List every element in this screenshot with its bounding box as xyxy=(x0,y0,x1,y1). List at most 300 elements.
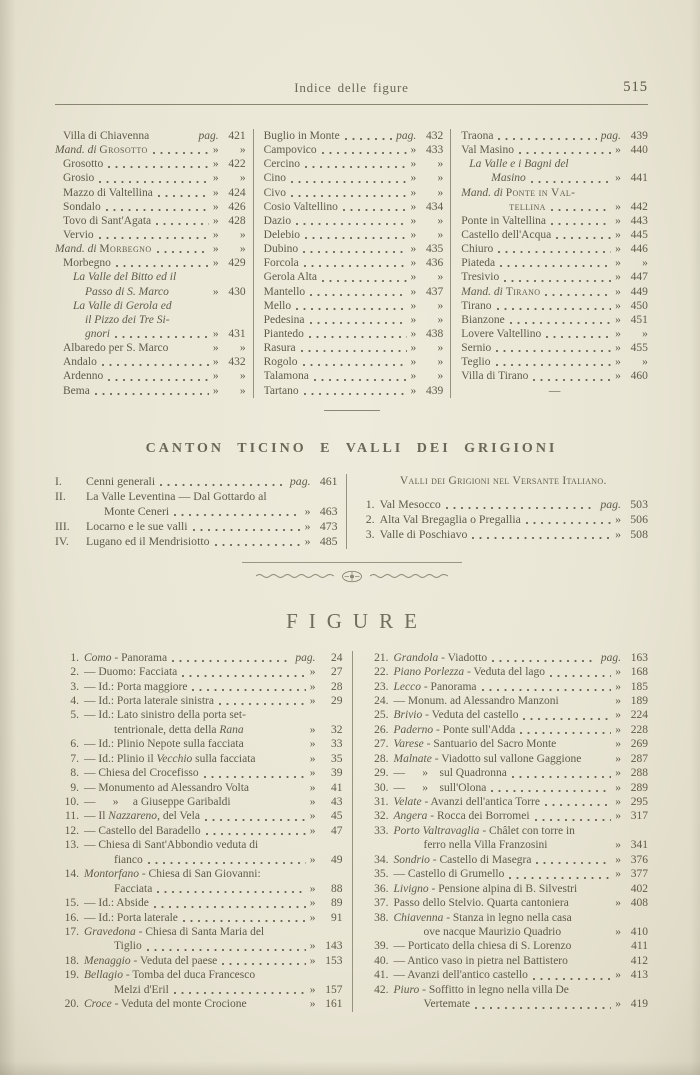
entry-text: Brivio - Veduta del castello xyxy=(393,709,519,722)
leader-dots xyxy=(550,675,611,677)
page-ref: 437 xyxy=(426,285,444,298)
page-ref: » xyxy=(239,144,246,157)
page-ref: 449 xyxy=(630,285,648,298)
page-ref: 445 xyxy=(630,228,648,241)
entry-number: 29. xyxy=(374,767,389,780)
leader-dots xyxy=(510,322,611,324)
entry-number: 8. xyxy=(70,767,79,780)
figure-entry xyxy=(55,665,343,679)
page-ref: » xyxy=(642,356,648,369)
ref-mark: » xyxy=(304,503,311,518)
leader-dots xyxy=(498,138,596,140)
page-ref: » xyxy=(437,342,444,355)
entry-text: La Valle e i Bagni del xyxy=(469,158,569,171)
entry-number: 14. xyxy=(64,868,79,881)
entry-text: Piuro - Soffitto in legno nella villa De xyxy=(393,983,569,996)
leader-dots xyxy=(205,819,306,821)
page-ref: 436 xyxy=(426,257,444,270)
entry-number: 13. xyxy=(64,839,79,852)
page-ref: 32 xyxy=(331,723,343,736)
leader-dots xyxy=(551,209,611,211)
ref-mark: » xyxy=(212,172,219,185)
page-ref: 433 xyxy=(426,144,444,157)
ticino-chapters-column xyxy=(55,474,346,549)
page-ref: » xyxy=(437,214,444,227)
leader-dots xyxy=(102,364,209,366)
entry-number: 25. xyxy=(374,709,389,722)
entry-text: Lecco - Panorama xyxy=(393,680,477,693)
figure-entry xyxy=(55,795,343,809)
ref-mark: » xyxy=(615,752,621,765)
ref-mark: » xyxy=(615,243,621,256)
figures-column-left xyxy=(55,651,352,1012)
page-ref: » xyxy=(437,158,444,171)
ref-mark: » xyxy=(410,299,417,312)
entry-text: Malnate - Viadotto sul vallone Gaggione xyxy=(393,752,582,765)
figure-entry xyxy=(365,680,649,694)
ref-mark: » xyxy=(615,680,621,693)
page-ref: 432 xyxy=(228,356,246,369)
page-ref: 49 xyxy=(331,853,343,866)
leader-dots xyxy=(531,181,611,183)
page-ref: 288 xyxy=(630,767,648,780)
index-entry xyxy=(461,200,648,214)
index-entry xyxy=(55,355,246,369)
index-entry xyxy=(264,200,444,214)
leader-dots xyxy=(160,484,286,486)
entry-text: Ponte in Valtellina xyxy=(461,214,547,227)
entry-text: — Chiesa di Sant'Abbondio veduta di xyxy=(84,839,259,852)
ref-mark: » xyxy=(309,882,316,895)
entry-text: Campovico xyxy=(263,144,317,157)
figure-entry xyxy=(365,694,649,708)
index-entry xyxy=(55,341,246,355)
ref-mark: » xyxy=(410,384,417,397)
ref-mark: » xyxy=(615,781,621,794)
entry-text: Sondalo xyxy=(63,200,101,213)
ref-mark: » xyxy=(615,172,621,185)
page-ref: » xyxy=(437,228,444,241)
ref-mark: » xyxy=(212,370,219,383)
index-entry xyxy=(461,171,648,185)
ref-mark: » xyxy=(615,925,621,938)
leader-dots xyxy=(291,195,407,197)
ref-mark: » xyxy=(615,214,621,227)
figure-entry xyxy=(365,911,649,925)
leader-dots xyxy=(446,507,597,509)
entry-number: 32. xyxy=(374,810,389,823)
page-ref: 341 xyxy=(630,839,648,852)
ref-mark: » xyxy=(615,709,621,722)
entry-text: tellina xyxy=(509,200,546,213)
page-ref: 446 xyxy=(630,243,648,256)
leader-dots xyxy=(95,393,209,395)
entry-number: III. xyxy=(55,518,70,533)
index-column-2 xyxy=(253,129,451,398)
leader-dots xyxy=(174,514,300,516)
page-ref: 429 xyxy=(228,257,246,270)
figure-entry xyxy=(365,665,649,679)
entry-text: Bianzone xyxy=(461,313,505,326)
ref-mark: » xyxy=(410,271,417,284)
leader-dots xyxy=(310,322,407,324)
divider-rule xyxy=(242,562,462,563)
entry-number: 21. xyxy=(374,651,389,664)
entry-number: 11. xyxy=(65,810,79,823)
page-ref: » xyxy=(437,299,444,312)
index-entry xyxy=(264,313,444,327)
figure-entry xyxy=(365,809,649,823)
entry-text: Montorfano - Chiesa di San Giovanni: xyxy=(84,868,261,881)
ref-mark: » xyxy=(309,911,316,924)
entry-number: 2. xyxy=(70,666,79,679)
ref-mark: » xyxy=(309,767,316,780)
ref-mark: » xyxy=(410,200,417,213)
entry-text: Gerola Alta xyxy=(263,271,317,284)
leader-dots xyxy=(204,776,306,778)
figure-entry xyxy=(55,651,343,665)
index-entry xyxy=(461,384,648,398)
entry-text: Andalo xyxy=(63,356,97,369)
page-ref: » xyxy=(437,313,444,326)
entry-text: Grandola - Viadotto xyxy=(393,651,488,664)
entry-text: — Castello del Baradello xyxy=(84,824,201,837)
valley-entry xyxy=(359,527,648,542)
entry-text: Mand. di Ponte in Val- xyxy=(461,186,576,199)
ref-mark: » xyxy=(212,285,219,298)
entry-text: Lugano ed il Mendrisiotto xyxy=(86,533,210,548)
index-entry xyxy=(55,313,246,327)
ref-mark: » xyxy=(309,752,316,765)
page-ref: 506 xyxy=(630,511,648,526)
page-ref: 447 xyxy=(630,271,648,284)
figure-entry xyxy=(365,795,649,809)
index-entry xyxy=(55,129,246,143)
ref-mark: » xyxy=(615,810,621,823)
entry-text: Paderno - Ponte sull'Adda xyxy=(393,723,516,736)
leader-dots xyxy=(546,336,611,338)
entry-text: Cosio Valtellino xyxy=(263,200,338,213)
index-entry xyxy=(461,157,648,171)
entry-text: Civo xyxy=(263,186,287,199)
leader-dots xyxy=(182,675,305,677)
ref-mark: » xyxy=(615,868,621,881)
entry-text: — » a Giuseppe Garibaldi xyxy=(84,796,231,809)
ref-mark: » xyxy=(615,767,621,780)
header-rule xyxy=(55,104,648,105)
index-entry xyxy=(461,228,648,242)
page-ref: » xyxy=(239,370,246,383)
index-entry xyxy=(55,369,246,383)
entry-text: Tresivio xyxy=(461,271,500,284)
leader-dots xyxy=(172,660,291,662)
entry-number: 12. xyxy=(64,824,79,837)
figure-entry xyxy=(365,853,649,867)
page-ref: 28 xyxy=(331,680,343,693)
page-ref: 411 xyxy=(631,940,648,953)
leader-dots xyxy=(303,364,407,366)
entry-text: Tovo di Sant'Agata xyxy=(63,214,152,227)
index-entry xyxy=(461,256,648,270)
leader-dots xyxy=(343,209,407,211)
page-ref: » xyxy=(239,342,246,355)
leader-dots xyxy=(526,522,611,524)
page-ref: 143 xyxy=(325,940,343,953)
entry-text: Val Masino xyxy=(461,144,514,157)
entry-number: 17. xyxy=(64,925,79,938)
subsection-heading: Valli dei Grigioni nel Versante Italiano. xyxy=(399,474,607,487)
leader-dots xyxy=(154,906,306,908)
ref-mark: » xyxy=(615,271,621,284)
entry-text: — Id.: Porta laterale sinistra xyxy=(84,694,214,707)
index-entry xyxy=(55,256,246,270)
entry-text: Cercino xyxy=(263,158,301,171)
leader-dots xyxy=(158,195,209,197)
entry-text: Forcola xyxy=(263,257,299,270)
chapter-entry xyxy=(55,534,338,549)
ref-mark: » xyxy=(309,824,316,837)
leader-dots xyxy=(504,280,611,282)
ref-mark: » xyxy=(212,384,219,397)
ref-mark: » xyxy=(212,327,219,340)
leader-dots xyxy=(116,265,209,267)
entry-text: Albaredo per S. Marco xyxy=(63,342,169,355)
entry-text: Chiuro xyxy=(461,243,494,256)
leader-dots xyxy=(551,223,611,225)
leader-dots xyxy=(108,379,209,381)
ref-mark: » xyxy=(615,694,621,707)
page-ref: 228 xyxy=(630,723,648,736)
index-entry xyxy=(264,143,444,157)
entry-text: — Monum. ad Alessandro Manzoni xyxy=(393,694,559,707)
page-ref: 460 xyxy=(630,370,648,383)
leader-dots xyxy=(309,336,407,338)
leader-dots xyxy=(519,152,611,154)
index-column-1 xyxy=(55,129,253,398)
page-ref: 224 xyxy=(630,709,648,722)
leader-dots xyxy=(472,537,611,539)
leader-dots xyxy=(108,166,209,168)
page-ref: 421 xyxy=(228,130,246,142)
index-entry xyxy=(264,171,444,185)
entry-text: — Id.: Plinio il Vecchio sulla facciata xyxy=(84,752,256,765)
index-entry xyxy=(55,327,246,341)
figure-entry xyxy=(365,983,649,997)
entry-text: Sernio xyxy=(461,342,492,355)
leader-dots xyxy=(345,138,392,140)
ref-mark: » xyxy=(410,186,417,199)
index-entry xyxy=(55,157,246,171)
leader-dots xyxy=(533,379,611,381)
page-ref: 408 xyxy=(630,897,648,910)
ref-mark: » xyxy=(615,969,621,982)
leader-dots xyxy=(496,364,612,366)
ref-mark: » xyxy=(615,257,621,270)
leader-dots xyxy=(500,265,611,267)
entry-text: Mand. di Morbegno xyxy=(55,243,152,256)
leader-dots xyxy=(304,393,407,395)
entry-text: Vertemate xyxy=(423,998,471,1011)
page-ref: 163 xyxy=(630,651,648,664)
entry-text: Monte Ceneri xyxy=(104,503,170,518)
entry-text: Varese - Santuario del Sacro Monte xyxy=(393,738,557,751)
entry-text: — Porticato della chiesa di S. Lorenzo xyxy=(393,940,572,953)
page-ref: » xyxy=(239,228,246,241)
page-ref: » xyxy=(437,370,444,383)
figure-entry xyxy=(55,867,343,881)
ref-mark: » xyxy=(615,796,621,809)
ref-mark: » xyxy=(212,158,219,171)
ref-mark: » xyxy=(212,214,219,227)
page-ref: » xyxy=(642,257,648,270)
page-ref: » xyxy=(239,172,246,185)
page-ref: 402 xyxy=(630,882,648,895)
entry-text: Teglio xyxy=(461,356,491,369)
leader-dots xyxy=(492,660,597,662)
entry-text: Tirano xyxy=(461,299,492,312)
entry-text: Locarno e le sue valli xyxy=(86,518,188,533)
leader-dots xyxy=(497,308,612,310)
page-ref: 287 xyxy=(630,752,648,765)
page-ref: 463 xyxy=(319,503,338,518)
leader-dots xyxy=(545,804,611,806)
entry-text: Tiglio xyxy=(114,940,142,953)
entry-text: Delebio xyxy=(263,228,301,241)
figure-entry xyxy=(55,882,343,896)
entry-text: Villa di Chiavenna xyxy=(63,130,150,142)
page-ref: 91 xyxy=(331,911,343,924)
leader-dots xyxy=(509,877,611,879)
entry-text: Rasura xyxy=(263,342,296,355)
page-ref: 39 xyxy=(331,767,343,780)
figure-entry xyxy=(55,838,343,852)
index-entry xyxy=(264,186,444,200)
page-ref: 424 xyxy=(228,186,246,199)
ticino-index xyxy=(55,474,648,549)
valley-entry xyxy=(359,512,648,527)
figure-entry xyxy=(55,939,343,953)
ref-mark: pag. xyxy=(396,130,417,142)
leader-dots xyxy=(296,223,406,225)
entry-text: Mello xyxy=(263,299,292,312)
leader-dots xyxy=(322,152,407,154)
entry-number: 20. xyxy=(64,998,79,1011)
entry-text: Angera - Rocca dei Borromei xyxy=(393,810,530,823)
ref-mark: » xyxy=(410,285,417,298)
entry-number: 6. xyxy=(70,738,79,751)
leader-dots xyxy=(523,718,611,720)
figure-entry xyxy=(365,838,649,852)
ref-mark: » xyxy=(309,666,316,679)
page-ref: » xyxy=(437,356,444,369)
ref-mark: pag. xyxy=(295,651,316,664)
entry-number: IV. xyxy=(55,533,69,548)
index-entry xyxy=(461,270,648,284)
leader-dots xyxy=(115,336,209,338)
leader-dots xyxy=(305,166,406,168)
ref-mark: » xyxy=(615,313,621,326)
entry-number: 24. xyxy=(374,694,389,707)
entry-text: Dazio xyxy=(263,214,292,227)
entry-number: 41. xyxy=(374,969,389,982)
entry-text: Cenni generali xyxy=(86,473,156,488)
ref-mark: » xyxy=(410,356,417,369)
entry-number: 22. xyxy=(374,666,389,679)
page-ref: 35 xyxy=(331,752,343,765)
figure-entry xyxy=(365,737,649,751)
ref-mark: » xyxy=(615,998,621,1011)
ref-mark: » xyxy=(410,172,417,185)
figure-entry xyxy=(365,968,649,982)
entry-number: I. xyxy=(55,473,62,488)
place-index xyxy=(55,129,648,398)
index-entry xyxy=(55,200,246,214)
figure-entry xyxy=(55,737,343,751)
ref-mark: » xyxy=(309,954,316,967)
entry-number: 10. xyxy=(64,796,79,809)
ref-mark: pag. xyxy=(289,473,311,488)
page-ref: 189 xyxy=(630,694,648,707)
leader-dots xyxy=(512,776,611,778)
entry-number: 36. xyxy=(374,882,389,895)
ref-mark: » xyxy=(212,200,219,213)
page-ref: 43 xyxy=(331,796,343,809)
ref-mark: » xyxy=(309,897,316,910)
entry-text: Grosio xyxy=(63,172,95,185)
leader-dots xyxy=(322,280,407,282)
figure-entry xyxy=(55,680,343,694)
ref-mark: » xyxy=(615,666,621,679)
chapter-entry xyxy=(55,474,338,489)
ref-mark: » xyxy=(304,518,311,533)
leader-dots xyxy=(222,963,305,965)
entry-text: Castello dell'Acqua xyxy=(461,228,552,241)
entry-text: Mand. di Tirano xyxy=(461,285,541,298)
index-entry xyxy=(461,186,648,200)
index-entry xyxy=(264,157,444,171)
index-column-3 xyxy=(450,129,648,398)
ref-mark: » xyxy=(304,533,311,548)
entry-number: 3. xyxy=(365,526,375,541)
figure-entry xyxy=(55,694,343,708)
page-ref: 438 xyxy=(426,327,444,340)
leader-dots xyxy=(520,732,611,734)
index-entry xyxy=(264,242,444,256)
page-ref: 422 xyxy=(228,158,246,171)
entry-number: 19. xyxy=(64,969,79,982)
ref-mark: » xyxy=(615,285,621,298)
ref-mark: » xyxy=(309,680,316,693)
entry-text: Morbegno xyxy=(63,257,111,270)
figure-entry xyxy=(55,809,343,823)
entry-number: 23. xyxy=(374,680,389,693)
index-entry xyxy=(55,186,246,200)
ref-mark: » xyxy=(615,511,621,526)
figure-entry xyxy=(365,954,649,968)
entry-text: — Id.: Abside xyxy=(84,897,149,910)
leader-dots xyxy=(310,294,406,296)
page-ref: 412 xyxy=(630,954,648,967)
leader-dots xyxy=(496,350,611,352)
ref-mark: » xyxy=(309,940,316,953)
ref-mark: » xyxy=(615,299,621,312)
section-separator-rule xyxy=(324,410,380,411)
figure-entry xyxy=(55,824,343,838)
page-ref: » xyxy=(437,186,444,199)
ref-mark: pag. xyxy=(600,651,621,664)
entry-text: tentrionale, detta della Rana xyxy=(114,723,244,736)
entry-text: Croce - Veduta del monte Crocione xyxy=(84,998,247,1011)
